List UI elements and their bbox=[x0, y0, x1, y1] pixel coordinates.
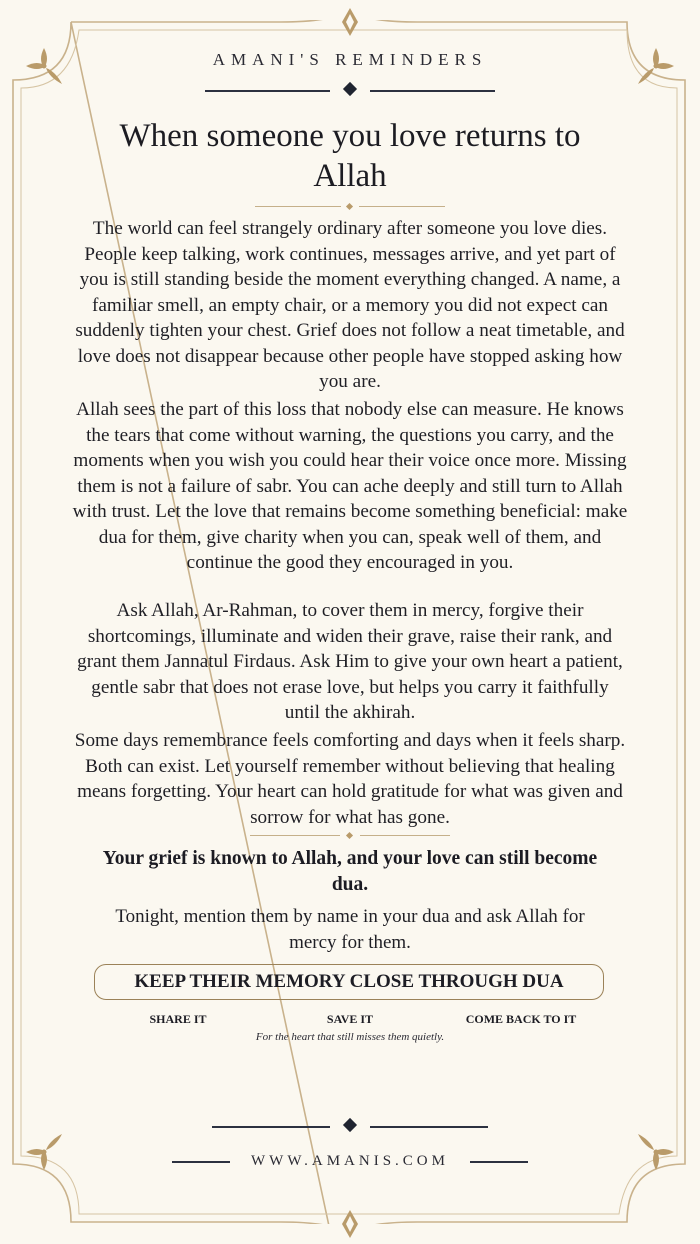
footer-divider bbox=[0, 1119, 700, 1133]
brand-name: AMANI'S REMINDERS bbox=[212, 50, 488, 69]
paragraph-allah-sees: Allah sees the part of this loss that nobody else can measure. He knows the tears that come without warning, the questions you carry, and the moments when you wish you could hear their voice once more. Missing them is not a failure of sabr. You can ache deeply and still turn to Allah with trust. Let the love that remains become something beneficial: make dua for them, give charity when you can, speak well of them, and continue the good they encouraged in you. bbox=[72, 399, 628, 573]
website-link[interactable]: WWW.AMANIS.COM bbox=[251, 1153, 449, 1169]
share-button[interactable]: SHARE IT bbox=[149, 1012, 207, 1026]
footer-line-right bbox=[470, 1161, 528, 1163]
memory-dua-button[interactable]: KEEP THEIR MEMORY CLOSE THROUGH DUA bbox=[94, 964, 604, 1000]
top-ornament bbox=[338, 8, 362, 36]
bottom-ornament bbox=[338, 1210, 362, 1238]
tonight-prompt: Tonight, mention them by name in your dua and ask Allah for mercy for them. bbox=[115, 906, 585, 953]
save-button[interactable]: SAVE IT bbox=[326, 1012, 374, 1026]
caption: For the heart that still misses them quietly. bbox=[255, 1031, 445, 1043]
header-divider bbox=[0, 83, 700, 97]
paragraph-ask-allah: Ask Allah, Ar-Rahman, to cover them in mercy, forgive their shortcomings, illuminate and widen their grave, raise their rank, and grant them Jannatul Firdaus. Ask Him to give your own heart a patient, gentle sabr that does not erase love, but helps you carry it faithfully until the akhirah. bbox=[77, 600, 623, 723]
paragraph-remembrance: Some days remembrance feels comforting and days when it feels sharp. Both can exist. Let yourself remember without believing that healing means forgetting. Your heart can hold gratitude for what was given and sorrow for what has gone. bbox=[74, 730, 626, 828]
paragraph-grief: The world can feel strangely ordinary after someone you love dies. People keep talking, work continues, messages arrive, and yet part of you is still standing beside the moment everything changed. A name, a familiar smell, an empty chair, or a memory you did not expect can suddenly tighten your chest. Grief does not follow a neat timetable, and love does not disappear because other people have stopped asking how you are. bbox=[75, 218, 625, 392]
come-back-button[interactable]: COME BACK TO IT bbox=[465, 1012, 577, 1026]
page-title: When someone you love returns to Allah bbox=[119, 118, 581, 194]
highlight-statement: Your grief is known to Allah, and your love can still become dua. bbox=[102, 848, 598, 895]
